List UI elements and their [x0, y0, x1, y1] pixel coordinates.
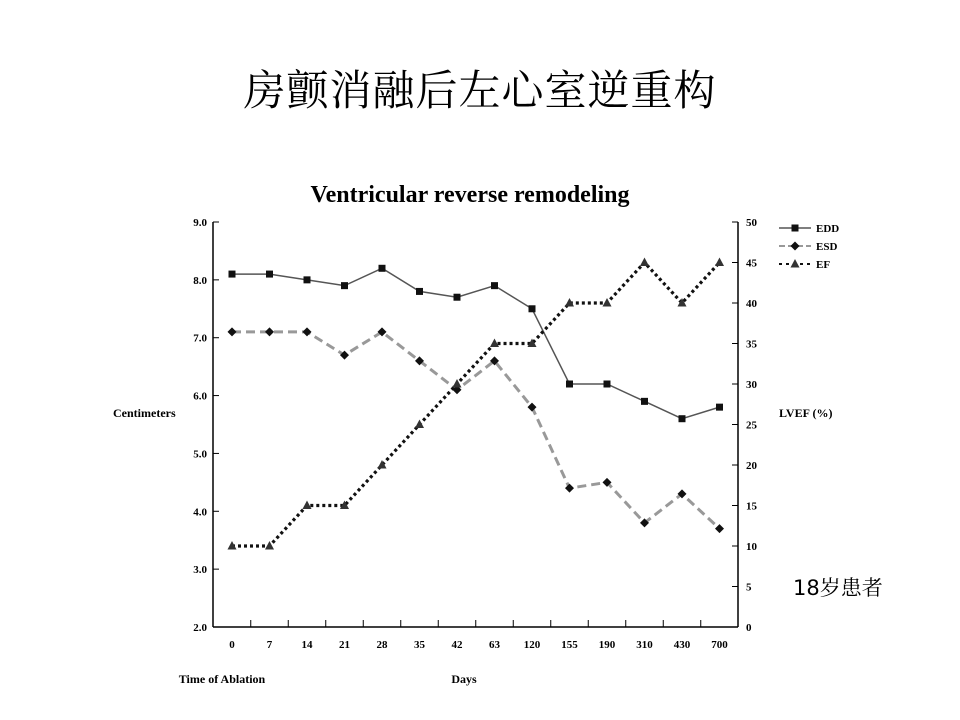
y-tick-label-right: 50 [746, 217, 757, 229]
ef-point [228, 541, 237, 550]
y-tick-label-right: 10 [746, 541, 757, 553]
y-tick-label-right: 25 [746, 419, 757, 432]
y-tick-label-right: 35 [746, 338, 757, 351]
edd-point [641, 398, 648, 405]
y-tick-label-left: 2.0 [193, 622, 207, 634]
x-tick-label: 35 [414, 639, 425, 651]
series-edd [229, 265, 724, 422]
edd-point [229, 271, 236, 278]
y-tick-label-right: 40 [746, 298, 757, 310]
edd-point [529, 305, 536, 312]
y-tick-label-left: 5.0 [193, 448, 207, 461]
x-tick-label: 190 [598, 639, 616, 651]
chart-title: Ventricular reverse remodeling [310, 182, 630, 208]
edd-point [604, 381, 611, 388]
x-tick-label: 0 [229, 639, 235, 651]
esd-point [265, 327, 274, 336]
y-axis-label-right: LVEF (%) [779, 406, 833, 420]
y-tick-label-left: 3.0 [193, 564, 207, 577]
edd-point [491, 282, 498, 289]
x-tick-label: 700 [711, 639, 728, 651]
x-tick-label: 310 [636, 639, 653, 651]
edd-line [232, 268, 720, 418]
legend-label-ef: EF [816, 259, 831, 271]
legend-marker-ef [791, 259, 800, 268]
esd-point [228, 327, 237, 336]
x-tick-label: 14 [301, 639, 313, 651]
legend-label-esd: ESD [816, 241, 838, 253]
x-tick-label: 430 [673, 639, 691, 651]
edd-point [304, 276, 311, 283]
legend-marker-esd [791, 242, 800, 251]
ef-point [640, 258, 649, 267]
y-tick-label-right: 30 [746, 379, 757, 391]
series-layer [228, 258, 725, 550]
edd-point [379, 265, 386, 272]
x-tick-label: 7 [266, 639, 273, 651]
edd-point [454, 294, 461, 301]
y-tick-label-right: 15 [746, 500, 757, 513]
series-esd [228, 327, 725, 533]
x-axis-label: Days [451, 672, 477, 686]
edd-point [266, 271, 273, 278]
legend-marker-edd [792, 225, 799, 232]
edd-point [716, 404, 723, 411]
y-tick-label-right: 45 [746, 257, 757, 270]
y-tick-label-right: 5 [746, 581, 752, 594]
y-axis-label-left: Centimeters [113, 406, 176, 420]
edd-point [679, 415, 686, 422]
legend [779, 223, 839, 271]
x-tick-label: 155 [561, 639, 578, 651]
y-tick-label-left: 8.0 [193, 274, 207, 287]
y-tick-label-left: 9.0 [193, 217, 207, 229]
esd-point [715, 524, 724, 533]
y-tick-label-left: 6.0 [193, 390, 207, 403]
esd-point [528, 403, 537, 412]
y-tick-label-right: 20 [746, 460, 757, 472]
esd-point [565, 484, 574, 493]
y-tick-label-left: 7.0 [193, 332, 207, 345]
x-tick-label: 63 [489, 639, 500, 651]
edd-point [416, 288, 423, 295]
axes [193, 217, 757, 651]
x-tick-label: 28 [376, 639, 388, 651]
patient-note: 18岁患者 [793, 576, 883, 600]
edd-point [566, 381, 573, 388]
x-tick-label: 21 [339, 639, 350, 651]
ef-point [303, 501, 312, 510]
esd-point [303, 327, 312, 336]
ef-point [715, 258, 724, 267]
ef-point [415, 420, 424, 429]
x-axis-label-ablation: Time of Ablation [178, 672, 266, 686]
ef-point [378, 460, 387, 469]
y-tick-label-left: 4.0 [193, 506, 207, 519]
edd-point [341, 282, 348, 289]
y-tick-label-right: 0 [746, 622, 752, 634]
legend-label-edd: EDD [816, 223, 840, 235]
x-tick-label: 42 [451, 639, 463, 651]
slide-title: 房颤消融后左心室逆重构 [243, 66, 717, 115]
x-tick-label: 120 [523, 639, 541, 651]
